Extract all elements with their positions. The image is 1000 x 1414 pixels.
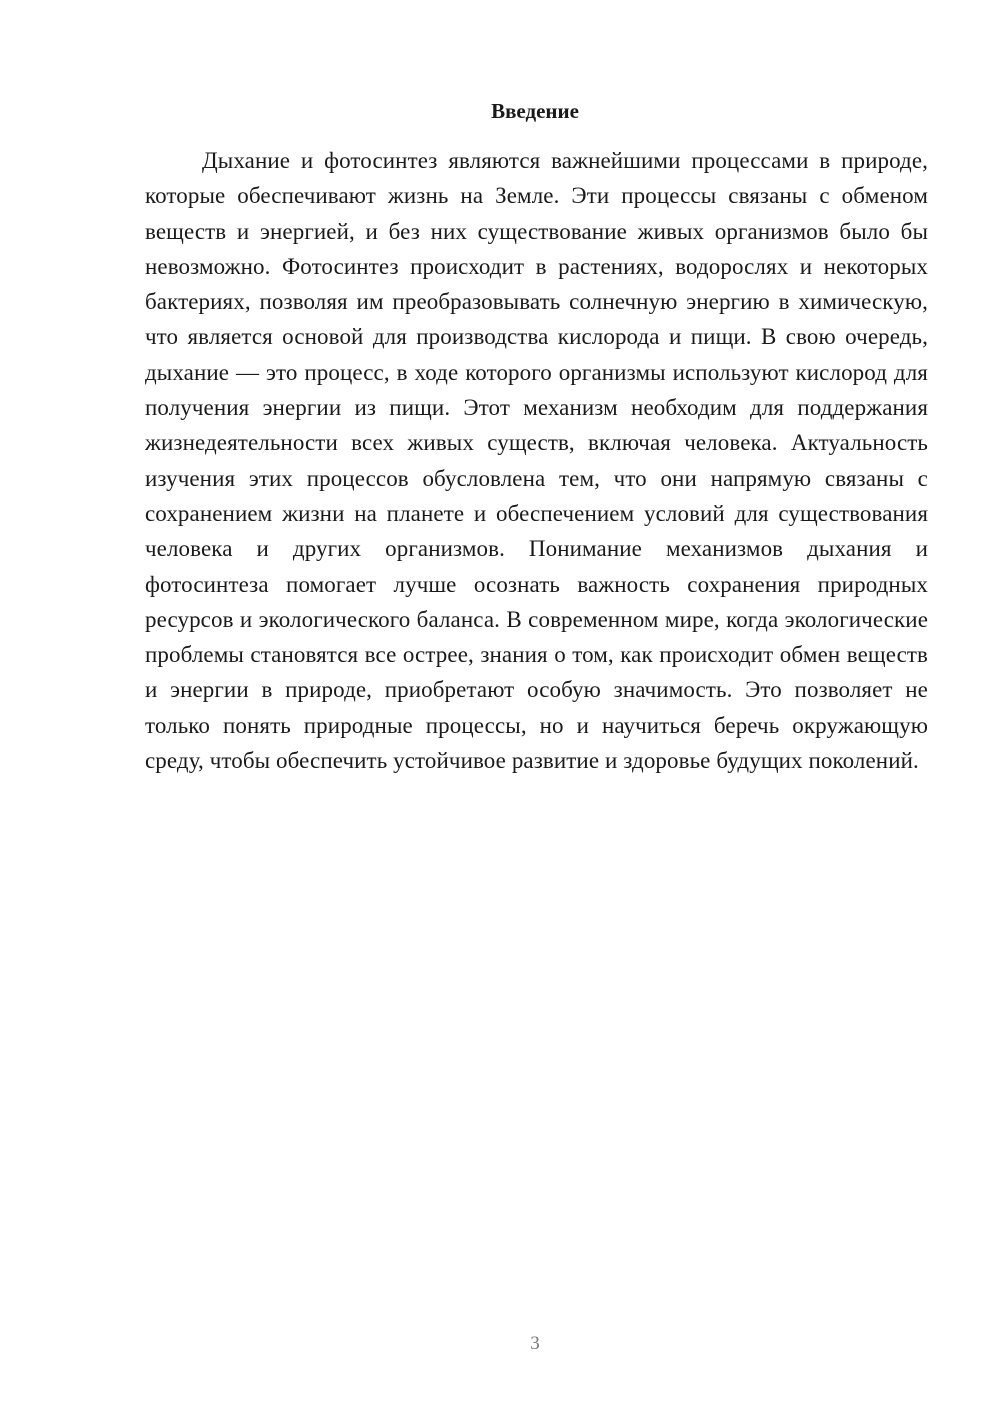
page-number: 3 [530, 1333, 540, 1354]
body-paragraph: Дыхание и фотосинтез являются важнейшими процессами в природе, которые обеспечивают жизнь на Земле. Эти процессы связаны с обменом веществ и энергией, и без них существование живых организмов было бы невозможно. Фотосинтез происходит в растениях, водорослях и некоторых бактериях, позволяя им преобразовывать солнечную энергию в химическую, что является основой для производства кислорода и пищи. В свою очередь, дыхание — это процесс, в ходе которого организмы используют кислород для получения энергии из пищи. Этот механизм необходим для поддержания жизнедеятельности всех живых существ, включая человека. Актуальность изучения этих процессов обусловлена тем, что они напрямую связаны с сохранением жизни на планете и обеспечением условий для существования человека и других организмов. Понимание механизмов дыхания и фотосинтеза помогает лучше осознать важность сохранения природных ресурсов и экологического баланса. В современном мире, когда экологические проблемы становятся все острее, знания о том, как происходит обмен веществ и энергии в природе, приобретают особую значимость. Это позволяет не только понять природные процессы, но и научиться беречь окружающую среду, чтобы обеспечить устойчивое развитие и здоровье будущих поколений. [145, 148, 928, 774]
section-heading: Введение [491, 99, 579, 123]
